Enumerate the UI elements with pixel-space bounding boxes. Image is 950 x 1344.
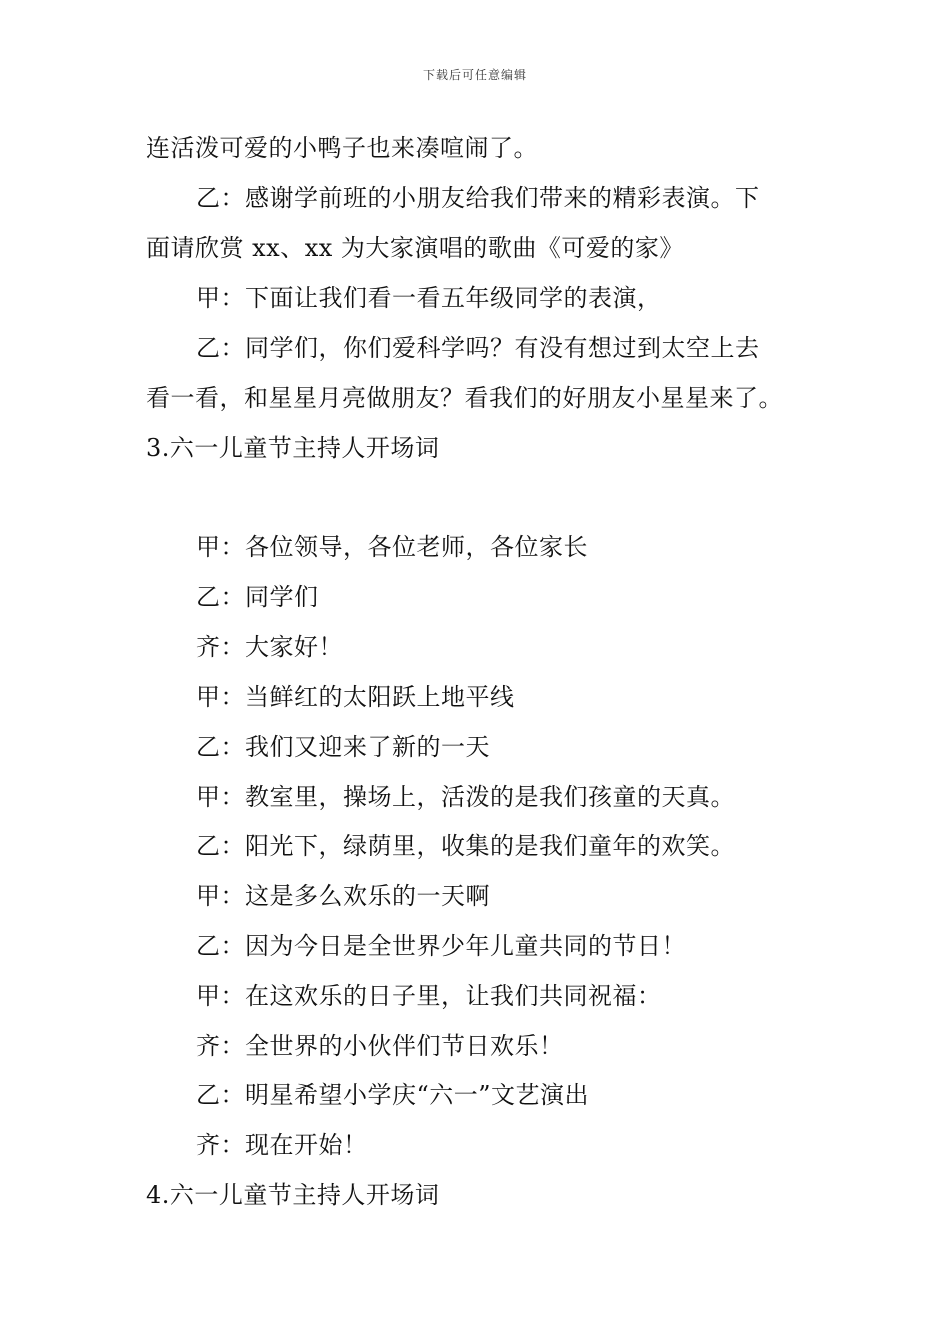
dialogue-line: 乙：我们又迎来了新的一天 — [196, 733, 490, 761]
paragraph-line: 面请欣赏 xx、xx 为大家演唱的歌曲《可爱的家》 — [146, 234, 684, 262]
dialogue-line: 齐：现在开始！ — [196, 1131, 368, 1159]
dialogue-line: 乙：同学们 — [196, 583, 319, 611]
dialogue-line: 乙：阳光下，绿荫里，收集的是我们童年的欢笑。 — [196, 832, 735, 860]
paragraph-line: 连活泼可爱的小鸭子也来凑喧闹了。 — [146, 134, 538, 162]
paragraph-line: 乙：同学们，你们爱科学吗？有没有想过到太空上去 — [196, 334, 760, 362]
dialogue-line: 甲：当鲜红的太阳跃上地平线 — [196, 683, 515, 711]
dialogue-line: 乙：因为今日是全世界少年儿童共同的节日！ — [196, 932, 686, 960]
page-header: 下载后可任意编辑 — [422, 68, 527, 82]
dialogue-line: 甲：这是多么欢乐的一天啊 — [196, 882, 490, 910]
dialogue-line: 齐：全世界的小伙伴们节日欢乐！ — [196, 1032, 564, 1060]
dialogue-line: 齐：大家好！ — [196, 633, 343, 661]
section-heading: 4.六一儿童节主持人开场词 — [146, 1181, 440, 1209]
dialogue-line: 甲：在这欢乐的日子里，让我们共同祝福： — [196, 982, 662, 1010]
paragraph-line: 乙：感谢学前班的小朋友给我们带来的精彩表演。下 — [196, 184, 760, 212]
paragraph-line: 看一看，和星星月亮做朋友？看我们的好朋友小星星来了。 — [146, 384, 783, 412]
dialogue-line: 甲：各位领导，各位老师，各位家长 — [196, 533, 588, 561]
dialogue-line: 乙：明星希望小学庆“六一”文艺演出 — [196, 1081, 590, 1109]
paragraph-line: 甲：下面让我们看一看五年级同学的表演， — [196, 284, 662, 312]
dialogue-line: 甲：教室里，操场上，活泼的是我们孩童的天真。 — [196, 783, 735, 811]
section-heading: 3.六一儿童节主持人开场词 — [146, 434, 440, 462]
